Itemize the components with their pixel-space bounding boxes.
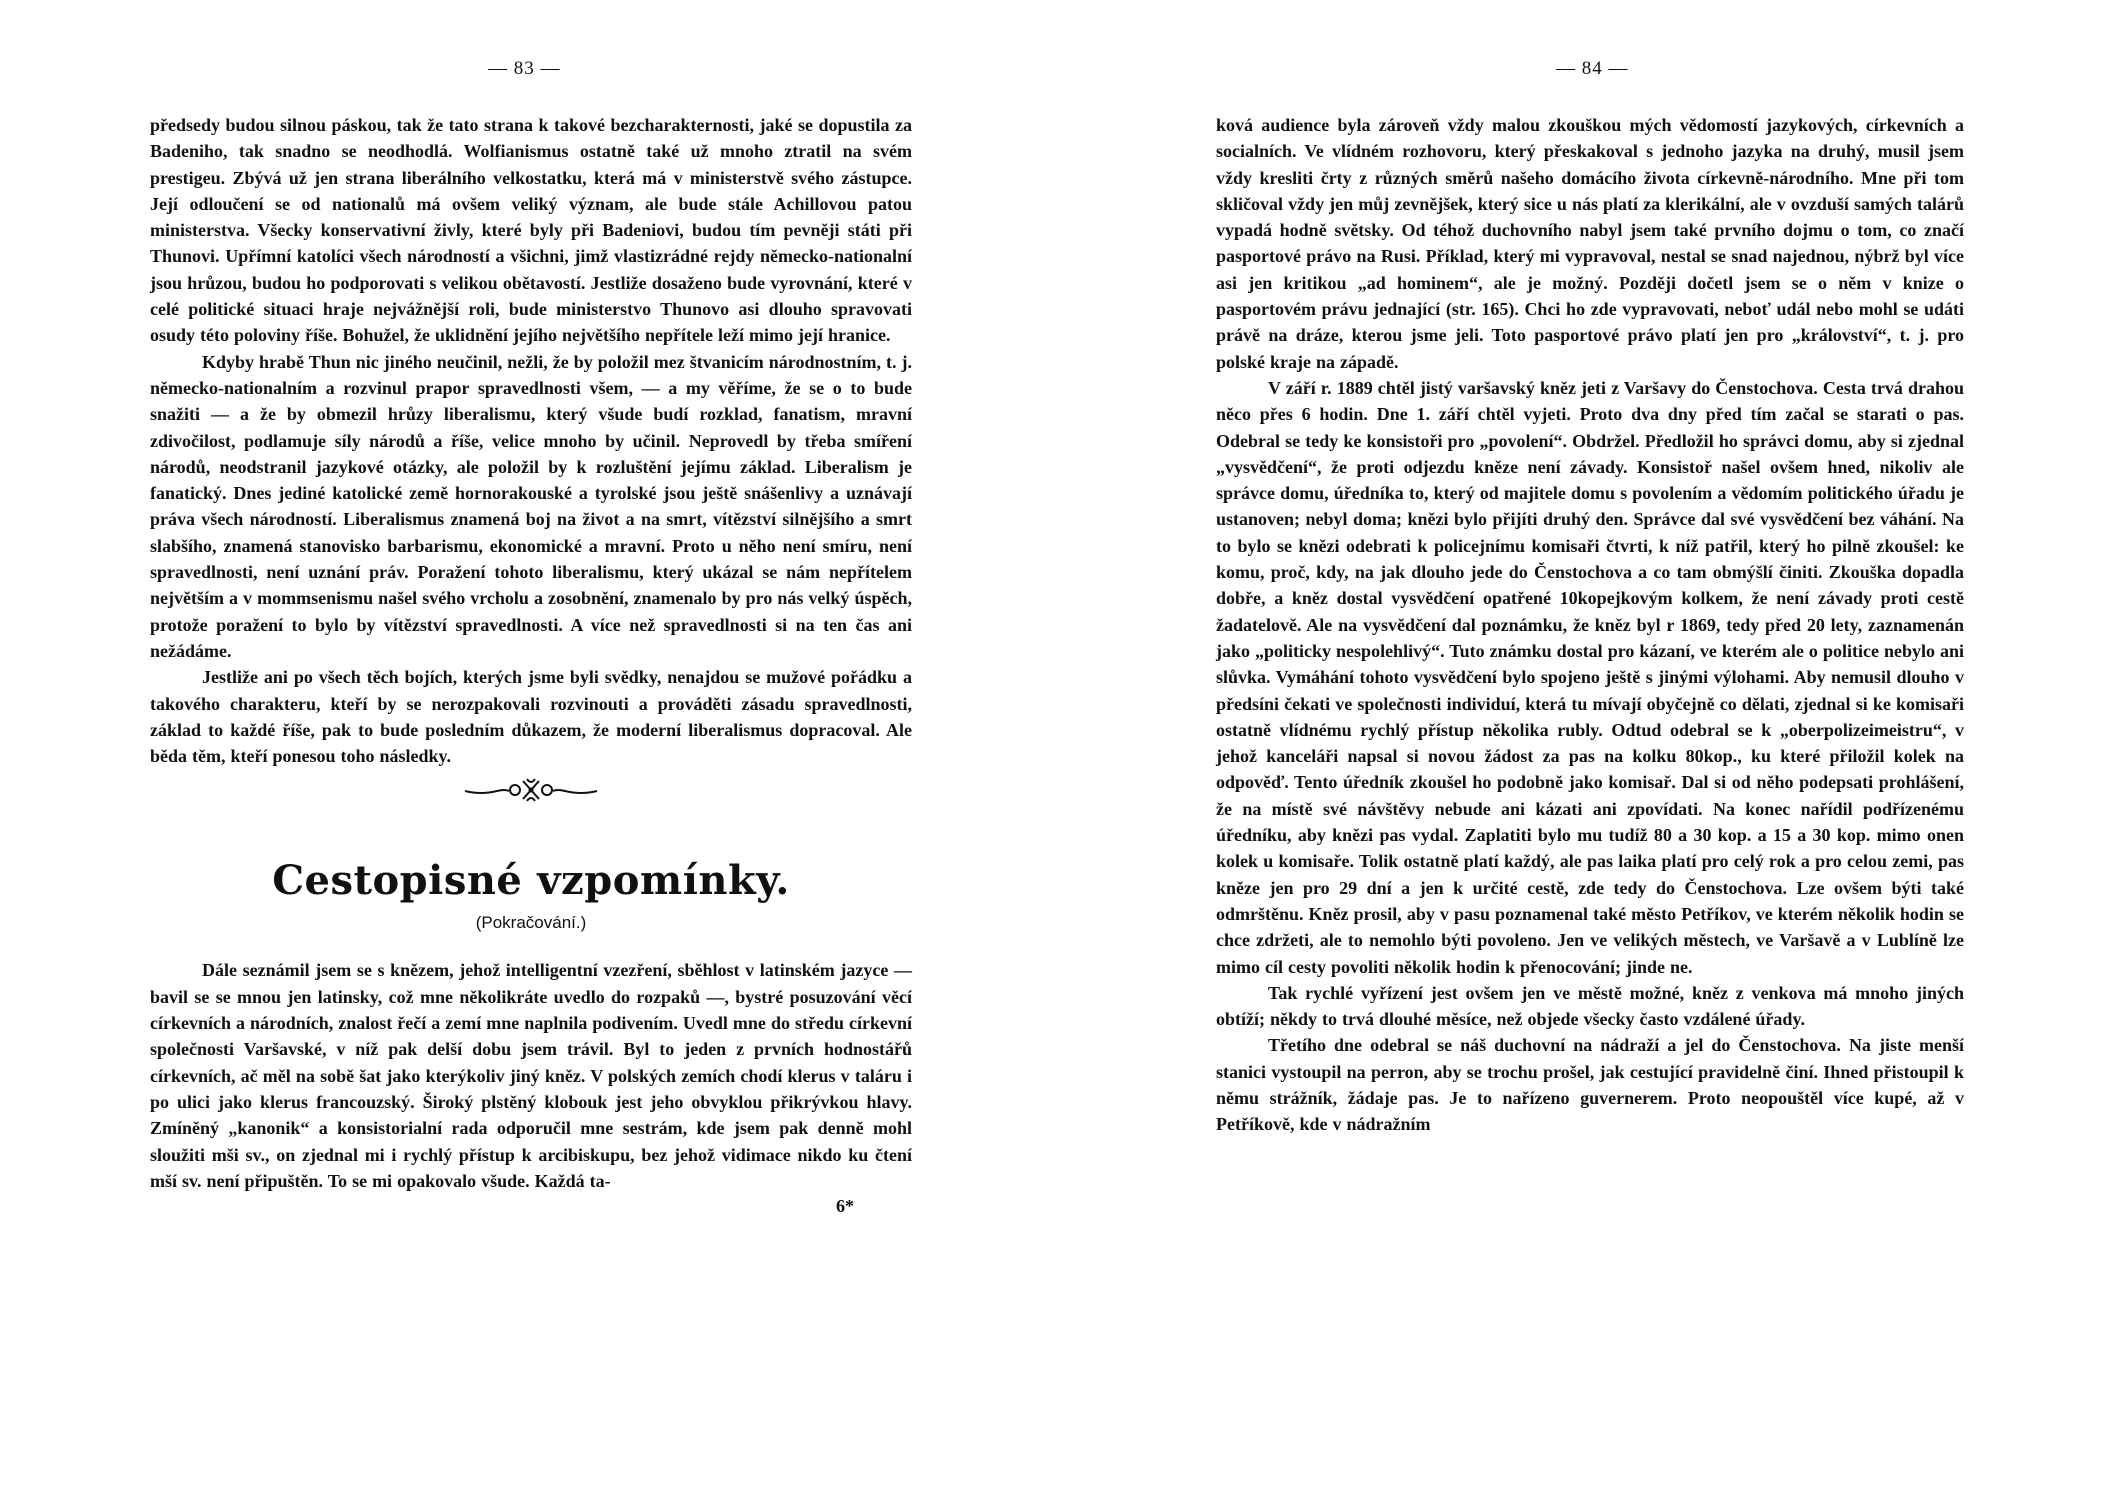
paragraph-left-1: předsedy budou silnou páskou, tak že tato strana k takové bezcharakternosti, jaké se dopustila za Badeniho, tak snadno se neodhodlá. Wolfianismus ostatně také už mnoho ztratil na svém prestigeu. Zbývá už jen strana liberálního velkostatku, která má v ministerstvě svého zástupce. Její odloučení se od nationalů má ovšem veliký význam, ale bude stále Achillovou patou ministerstva. Všecky konservativní živly, které byly při Badeniovi, budou tím pevněji státi při Thunovi. Upřímní katolíci všech národností a všichni, jimž vlastizrádné rejdy německo-nationalní jsou hrůzou, budou ho podporovati s velikou obětavostí. Jestliže dosaženo bude vyrovnání, které v celé politické situaci hraje nejvážnější roli, bude ministerstvo Thunovo asi dlouho spravovati osudy této poloviny říše. Bohužel, že uklidnění jejího největšího nepřítele leží mimo její hranice. — [150, 115, 912, 346]
page-number-83: — 83 — — [488, 58, 561, 79]
left-text-column — [150, 112, 912, 1218]
paragraph-left-2: Kdyby hrabě Thun nic jiného neučinil, nežli, že by položil mez štvanicím národnostním, t. j. německo-nationalním a rozvinul prapor spravedlnosti všem, — a my věříme, že se o to bude snažiti — a že by obmezil hrůzy liberalismu, který všude budí rozklad, fanatism, mravní zdivočilost, podlamuje síly národů a říše, velice mnoho by učinil. Neprovedl by třeba smíření národů, neodstranil jazykové otázky, ale položil by k rozluštění jejímu základ. Liberalism je fanatický. Dnes jediné katolické země hornorakouské a tyrolské jsou ještě snášenlivy a uznávají práva všech národností. Liberalismus znamená boj na život a na smrt, vítězství silnějšího a smrt slabšího, znamená stanovisko barbarismu, ekonomické a mravní. Proto u něho není smíru, není spravedlnosti, není uznání práv. Poražení tohoto liberalismu, který ukázal se nám nepřítelem největším a v mommsenismu našel svého vrcholu a zosobnění, znamenalo by pro nás velký úspěch, protože poražení to bylo by vítězství spravedlnosti. A více než spravedlnosti si na ten čas ani nežádáme. — [150, 351, 912, 661]
floral-divider-ornament-icon — [461, 777, 601, 803]
paragraph-right-3: Tak rychlé vyřízení jest ovšem jen ve městě možné, kněz z venkova má mnoho jiných obtíží; někdy to trvá dlouhé měsíce, než objede všecky často vzdálené úřady. — [1216, 982, 1964, 1030]
right-text-column — [1216, 112, 1964, 1138]
right-page — [1054, 0, 2108, 1501]
paragraph-right-1: ková audience byla zároveň vždy malou zkouškou mých vědomostí jazykových, církevních a socialních. Ve vlídném rozhovoru, který přeskakoval s jednoho jazyka na druhý, musil jsem vždy kresliti črty z různých směrů našeho domácího života církevně-národního. Mne při tom skličoval vždy jen můj zevnějšek, který sice u nás platí za klerikální, ale v ovzduší samých talárů vypadá hodně světsky. Od téhož duchovního nabyl jsem také prvního dojmu o tom, co značí pasportové právo na Rusi. Příklad, který mi vypravoval, nestal se snad najednou, nýbrž byl více asi jen kritikou „ad hominem“, ale je možný. Později dočetl jsem se o něm v knize o pasportovém právu jednající (str. 165). Chci ho zde vypravovati, neboť udál nebo mohl se udáti právě na dráze, kterou jsme jeli. Toto pasportové právo platí jen pro „království“, t. j. pro polské kraje na západě. — [1216, 115, 1964, 372]
paragraph-right-4: Třetího dne odebral se náš duchovní na nádraží a jel do Čenstochova. Na jiste menší stanici vystoupil na perron, aby se trochu prošel, jak cestující pravidelně činí. Ihned přistoupil k němu strážník, žádaje pas. Je to nařízeno guvernerem. Proto neopouštěl více kupé, až v Petříkově, kde v nádražním — [1216, 1035, 1964, 1135]
article-paragraph-1: Dále seznámil jsem se s knězem, jehož intelligentní vzezření, sběhlost v latinském jazyce — bavil se se mnou jen latinsky, což mne několikráte uvedlo do rozpaků —, bystré posuzování věcí církevních a národních, znalost řečí a zemí mne naplnila podivením. Uvedl mne do středu církevní společnosti Varšavské, v níž pak delší dobu jsem trávil. Byl to jeden z prvních hodnostářů církevních, ač měl na sobě šat jako kterýkoliv jiný kněz. V polských zemích chodí klerus v taláru i po ulici jako klerus francouzský. Široký plstěný klobouk jest jeho obvyklou přikrývkou hlavy. Zmíněný „kanonik“ a konsistorialní rada odporučil mne sestrám, kde jsem pak denně mohl sloužiti mši sv., on zjednal mi i rychlý přístup k arcibiskupu, bez jehož vidimace nikdo ku čtení mší sv. není připuštěn. To se mi opakovalo všude. Každá ta- — [150, 960, 912, 1191]
signature-mark: 6* — [836, 1196, 854, 1217]
paragraph-left-3: Jestliže ani po všech těch bojích, kterých jsme byli svědky, nenajdou se mužové pořádku a takového charakteru, kteří by se nerozpakovali rozvinouti a prováděti zásadu spravedlnosti, základ to každé říše, pak to bude posledním důkazem, že moderní liberalismus dopracoval. Ale běda těm, kteří ponesou toho následky. — [150, 667, 912, 767]
article-title: Cestopisné vzpomínky. — [272, 857, 790, 905]
page-number-84: — 84 — — [1556, 58, 1629, 79]
article-subtitle: (Pokračování.) — [475, 913, 587, 933]
paragraph-right-2: V září r. 1889 chtěl jistý varšavský kněz jeti z Varšavy do Čenstochova. Cesta trvá drahou něco přes 6 hodin. Dne 1. září chtěl vyjeti. Proto dva dny před tím začal se starati o pas. Odebral se tedy ke konsistoři pro „povolení“. Obdržel. Předložil ho správci domu, aby si zjednal „vysvědčení“, že proti odjezdu kněze není závady. Konsistoř našel ovšem hned, nikoliv ale správce domu, úředníka to, který od majitele domu s povolením a vědomím politického úřadu je ustanoven; nebyl doma; knězi bylo přijíti druhý den. Správce dal své vysvědčení bez váhání. Na to bylo se knězi odebrati k policejnímu komisaři čtvrti, k níž patřil, který ho pilně zkoušel: ke komu, proč, kdy, na jak dlouho jede do Čenstochova a co tam obmýšlí činiti. Zkouška dopadla dobře, a kněz dostal vysvědčení opatřené 10kopejkovým kolkem, že není závady proti cestě žadatelově. Ale na vysvědčení dal poznámku, že kněz byl r 1869, tedy před 20 lety, zaznamenán jako „politicky nespolehlivý“. Tuto známku dostal pro kázaní, ve kterém ale o politice nebylo ani slůvka. Vymáhání tohoto vysvědčení bylo spojeno ještě s jinými výlohami. Aby nemusil dlouho v předsíni čekati ve společnosti individuí, která tu mívají obyčejně co dělati, zjednal si ke komisaři ostatně vlídnému rychlý přístup několika rubly. Odtud odebral se k „oberpolizeimeistru“, v jehož kanceláři napsal si novou žádost za pas na kolku 80kop., ku které přiložil kolek na odpověď. Tento úředník zkoušel ho podobně jako komisař. Dal si od něho podepsati prohlášení, že na místě své návštěvy nebude ani kázati ani zpovídati. Na konec nařídil podřízenému úředníku, aby knězi pas vydal. Zaplatiti bylo mu tudíž 80 a 30 kop. a 15 a 30 kop. mimo onen kolek u komisaře. Tolik ostatně platí každý, ale pas laika platí pro celý rok a pro celou zemi, pas kněze jen pro 29 dní a jen k určité cestě, zde tedy do Čenstochova. Lze ovšem býti také odmrštěnu. Kněz prosil, aby v pasu poznamenal také město Petříkov, ve kterém několik hodin se chce zdržeti, ale to nemohlo býti povoleno. Jen ve velikých městech, ve Varšavě a v Lublíně lze mimo cíl cesty povoliti několik hodin k přenocování; jinde ne. — [1216, 377, 1964, 977]
